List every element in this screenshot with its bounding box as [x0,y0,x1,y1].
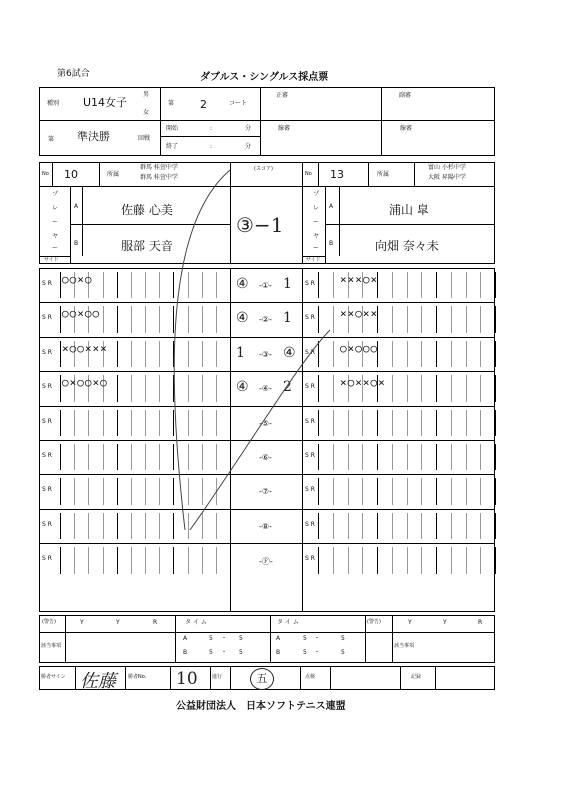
player-vertical-left-1: プ [52,191,59,198]
right-player-b: 向畑 奈々未 [375,239,439,253]
player-vertical-left-3: ー [52,219,59,226]
player-vertical-right-4: ヤ [313,233,320,240]
right-game-score: ④ [283,344,296,361]
player-vertical-left-4: ヤ [52,233,59,240]
left-point-marks: ○×○○×○ [62,376,108,390]
right-timeout-b-dot: ・ [314,649,321,656]
left-game-score: ④ [236,379,249,396]
left-player-b: 服部 天音 [121,239,173,253]
left-warning-y2: Y [116,619,120,626]
court-number: 2 [200,98,207,111]
start-label: 開始 [166,125,179,132]
right-point-marks: ××○×× [340,307,379,321]
left-game-score: ④ [236,276,249,292]
left-slot-b: B [74,240,79,247]
left-timeout-a-5b: 5 [239,635,243,642]
left-timeout-a-5a: 5 [209,635,213,642]
sheet-title: ダブルス・シングルス採点票 [200,72,329,83]
left-point-marks: ×○○××× [62,341,108,355]
right-timeout-b-5b: 5 [341,649,345,656]
organization-name: 公益財団法人 日本ソフトテニス連盟 [176,701,346,712]
record-label: 記録 [411,674,422,680]
right-timeout-a-dot: ・ [314,635,321,642]
left-point-marks: ○○×○ [62,273,93,286]
right-warning-y1: Y [408,619,412,626]
left-timeout-b-dot: ・ [221,649,228,656]
right-point-marks: ○×○○○ [340,341,379,355]
left-warning-r: R [153,619,158,626]
right-serve-receive-label: S R [305,520,315,528]
left-serve-receive-label: S R [42,280,52,287]
right-item-label: 該当事項 [394,643,415,649]
left-serve-receive-label: S R [42,520,52,528]
game-number-label: -⑥- [259,453,272,462]
match-number: 第6試合 [57,69,90,79]
right-serve-receive-label: S R [305,280,315,287]
right-affil-2: 大阪 昇陽中学 [428,174,466,181]
left-side-label: サイド [44,257,59,263]
right-side-label: サイド [306,257,321,263]
left-slot-a: A [74,203,79,210]
court-prefix: 第 [168,100,175,107]
player-vertical-right-5: ー [313,245,320,252]
left-timeout-a-dot: ・ [221,635,228,642]
left-timeout-label: タ イ ム [185,619,207,626]
round-suffix: 回戦 [138,135,151,142]
winner-no-label: 勝者No. [128,674,147,680]
end-colon: : [210,143,213,150]
game-number-label: -③- [259,349,272,359]
game-number-label: -Ⓕ- [259,557,273,567]
game-number-label: -①- [259,281,272,290]
left-player-a: 佐藤 心美 [121,203,173,217]
left-affil-label: 所属 [107,171,120,178]
right-slot-b: B [329,240,334,247]
start-minute-label: 分 [245,125,252,132]
right-team-no: 13 [330,168,344,181]
round-prefix: 第 [48,136,55,143]
left-serve-receive-label: S R [42,383,52,391]
right-serve-receive-label: S R [305,348,315,356]
winner-sign-label: 勝者サイン [41,674,66,680]
right-timeout-a-5b: 5 [341,635,345,642]
chief-referee-label: 正審 [276,92,289,99]
winner-sign-value: 佐藤 [80,671,116,692]
left-timeout-b: B [183,649,188,656]
player-vertical-right-1: プ [313,191,320,198]
left-timeout-a: A [183,635,188,642]
linesman-label-1: 線審 [278,125,291,132]
right-serve-receive-label: S R [305,452,315,459]
winner-no-value: 10 [176,669,198,689]
player-vertical-left-5: ー [52,245,59,252]
left-point-marks: ○○×○○ [62,307,101,321]
linesman-label-2: 線審 [400,125,413,132]
final-score: ③−1 [236,213,284,237]
right-game-score: 2 [283,379,292,396]
scoring-label: 点検 [305,674,316,680]
right-timeout-a: A [276,635,281,642]
game-number-label: -②- [259,315,272,325]
left-serve-receive-label: S R [42,314,52,322]
court-suffix: コート [229,100,248,107]
game-number-label: -⑤- [259,418,272,428]
left-warning-label: (警告) [42,619,56,625]
progress-stamp: 五 [250,668,274,690]
end-minute-label: 分 [245,143,252,150]
right-affil-label: 所属 [377,171,390,178]
right-game-score: 1 [283,276,292,292]
right-slot-a: A [329,203,334,210]
left-serve-receive-label: S R [42,452,52,459]
right-timeout-b: B [276,649,281,656]
right-serve-receive-label: S R [305,383,315,391]
right-serve-receive-label: S R [305,555,315,563]
right-no-label: No [305,171,312,177]
right-timeout-a-5a: 5 [303,635,307,642]
right-warning-label: (警告) [367,619,381,625]
left-game-score: 1 [236,344,245,361]
right-point-marks: ×××○× [340,273,379,286]
start-colon: : [210,125,213,132]
right-timeout-label: タ イ ム [277,619,299,626]
left-team-no: 10 [64,168,78,181]
right-affil-1: 富山 小杉中学 [428,164,466,171]
right-timeout-b-5a: 5 [303,649,307,656]
left-game-score: ④ [236,310,249,327]
left-timeout-b-5a: 5 [209,649,213,656]
left-serve-receive-label: S R [42,348,52,356]
right-point-marks: ×○××○× [340,376,386,390]
end-label: 終了 [166,143,179,150]
round-value: 準決勝 [77,130,110,143]
left-serve-receive-label: S R [42,486,52,494]
right-player-a: 浦山 皐 [389,203,429,217]
player-vertical-right-3: ー [313,219,320,226]
right-warning-r: R [478,619,483,626]
game-number-label: -⑦- [259,487,272,497]
player-vertical-right-2: レ [313,205,320,212]
sub-referee-label: 副審 [399,92,412,99]
right-serve-receive-label: S R [305,417,315,425]
right-game-score: 1 [283,310,292,327]
game-number-label: -④- [259,384,272,394]
game-number-label: -⑧- [259,521,272,531]
left-serve-receive-label: S R [42,555,52,563]
gender-female: 女 [143,109,150,116]
warning-block [39,615,495,663]
category-label: 種別 [47,100,60,107]
left-item-label: 該当事項 [41,643,62,649]
category-value: U14女子 [83,96,128,109]
right-warning-y2: Y [443,619,447,626]
left-serve-receive-label: S R [42,417,52,425]
left-no-label: No [42,171,49,177]
left-affil-2: 群馬 桂萱中学 [140,174,178,181]
progress-label: 進行 [212,674,223,680]
gender-male: 男 [143,91,150,98]
right-serve-receive-label: S R [305,314,315,322]
left-warning-y1: Y [80,619,84,626]
left-timeout-b-5b: 5 [239,649,243,656]
right-serve-receive-label: S R [305,486,315,494]
left-affil-1: 群馬 桂萱中学 [140,164,178,171]
score-label: (スコア) [254,166,273,172]
player-vertical-left-2: レ [52,205,59,212]
